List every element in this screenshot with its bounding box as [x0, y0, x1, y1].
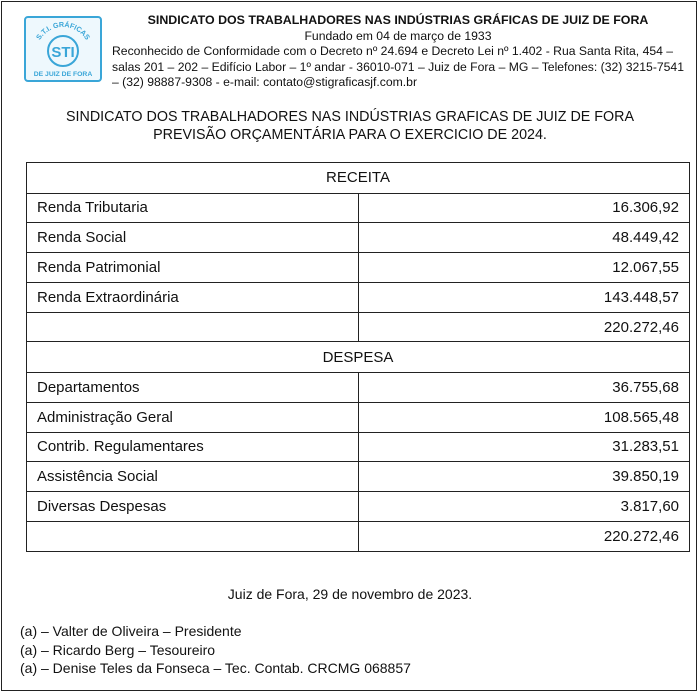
despesa-label: Assistência Social [27, 462, 359, 492]
despesa-heading-row [27, 342, 690, 373]
receita-value: 48.449,42 [358, 223, 690, 253]
receita-value: 12.067,55 [358, 253, 690, 283]
document-title-line2: PREVISÃO ORÇAMENTÁRIA PARA O EXERCICIO DE 2024. [153, 127, 547, 143]
date-line: Juiz de Fora, 29 de novembro de 2023. [227, 586, 473, 602]
union-logo-graphic [26, 18, 100, 80]
receita-heading: RECEITA [27, 163, 690, 194]
table-row [27, 492, 690, 522]
receita-total-label [27, 312, 359, 342]
receita-label: Renda Extraordinária [27, 282, 359, 312]
despesa-heading: DESPESA [27, 342, 690, 373]
document-title [0, 108, 700, 144]
signature-line: (a) – Valter de Oliveira – Presidente [20, 623, 242, 639]
signature-line: (a) – Ricardo Berg – Tesoureiro [20, 641, 216, 658]
signature-line: (a) – Denise Teles da Fonseca – Tec. Contab. CRCMG 068857 [20, 660, 411, 676]
receita-value: 143.448,57 [358, 282, 690, 312]
receita-total-row [27, 312, 690, 342]
despesa-value: 3.817,60 [358, 492, 690, 522]
logo-text-bottom: DE JUIZ DE FORA [33, 71, 93, 78]
despesa-value: 39.850,19 [358, 462, 690, 492]
receita-label: Renda Tributaria [27, 193, 359, 223]
despesa-label: Administração Geral [27, 402, 359, 432]
founded-date: Fundado em 04 de março de 1933 [304, 28, 492, 43]
despesa-label: Contrib. Regulamentares [27, 432, 359, 462]
union-logo [24, 16, 102, 82]
table-row [27, 432, 690, 462]
despesa-label: Departamentos [27, 372, 359, 402]
contact-address: Reconhecido de Conformidade com o Decreto nº 24.694 e Decreto Lei nº 1.402 - Rua Santa Rita, 454 – salas 201 – 202 – Edifício Labor – 1º andar - 36010-071 – Juiz de Fora – MG – Telefones: (32) 3215-7541 – (32) 98887-9308 - e-mail: contato@stigraficasjf.com.br [112, 44, 684, 89]
table-row [27, 223, 690, 253]
receita-heading-row [27, 163, 690, 194]
logo-monogram: STI [51, 44, 75, 61]
budget-table [26, 162, 690, 552]
receita-value: 16.306,92 [358, 193, 690, 223]
table-row [27, 402, 690, 432]
despesa-total: 220.272,46 [358, 521, 690, 551]
signatures [20, 622, 411, 678]
receita-label: Renda Patrimonial [27, 253, 359, 283]
table-row [27, 282, 690, 312]
table-row [27, 372, 690, 402]
despesa-label: Diversas Despesas [27, 492, 359, 522]
receita-label: Renda Social [27, 223, 359, 253]
table-row [27, 462, 690, 492]
document-title-line1: SINDICATO DOS TRABALHADORES NAS INDÚSTRIAS GRAFICAS DE JUIZ DE FORA [66, 109, 634, 125]
table-row [27, 193, 690, 223]
receita-total: 220.272,46 [358, 312, 690, 342]
union-name: SINDICATO DOS TRABALHADORES NAS INDÚSTRIAS GRÁFICAS DE JUIZ DE FORA [147, 13, 649, 27]
logo-text-top: S.T.I. GRÁFICAS [33, 19, 93, 42]
despesa-value: 36.755,68 [358, 372, 690, 402]
despesa-total-label [27, 521, 359, 551]
despesa-value: 108.565,48 [358, 402, 690, 432]
table-row [27, 253, 690, 283]
letterhead [112, 13, 684, 91]
despesa-total-row [27, 521, 690, 551]
despesa-value: 31.283,51 [358, 432, 690, 462]
